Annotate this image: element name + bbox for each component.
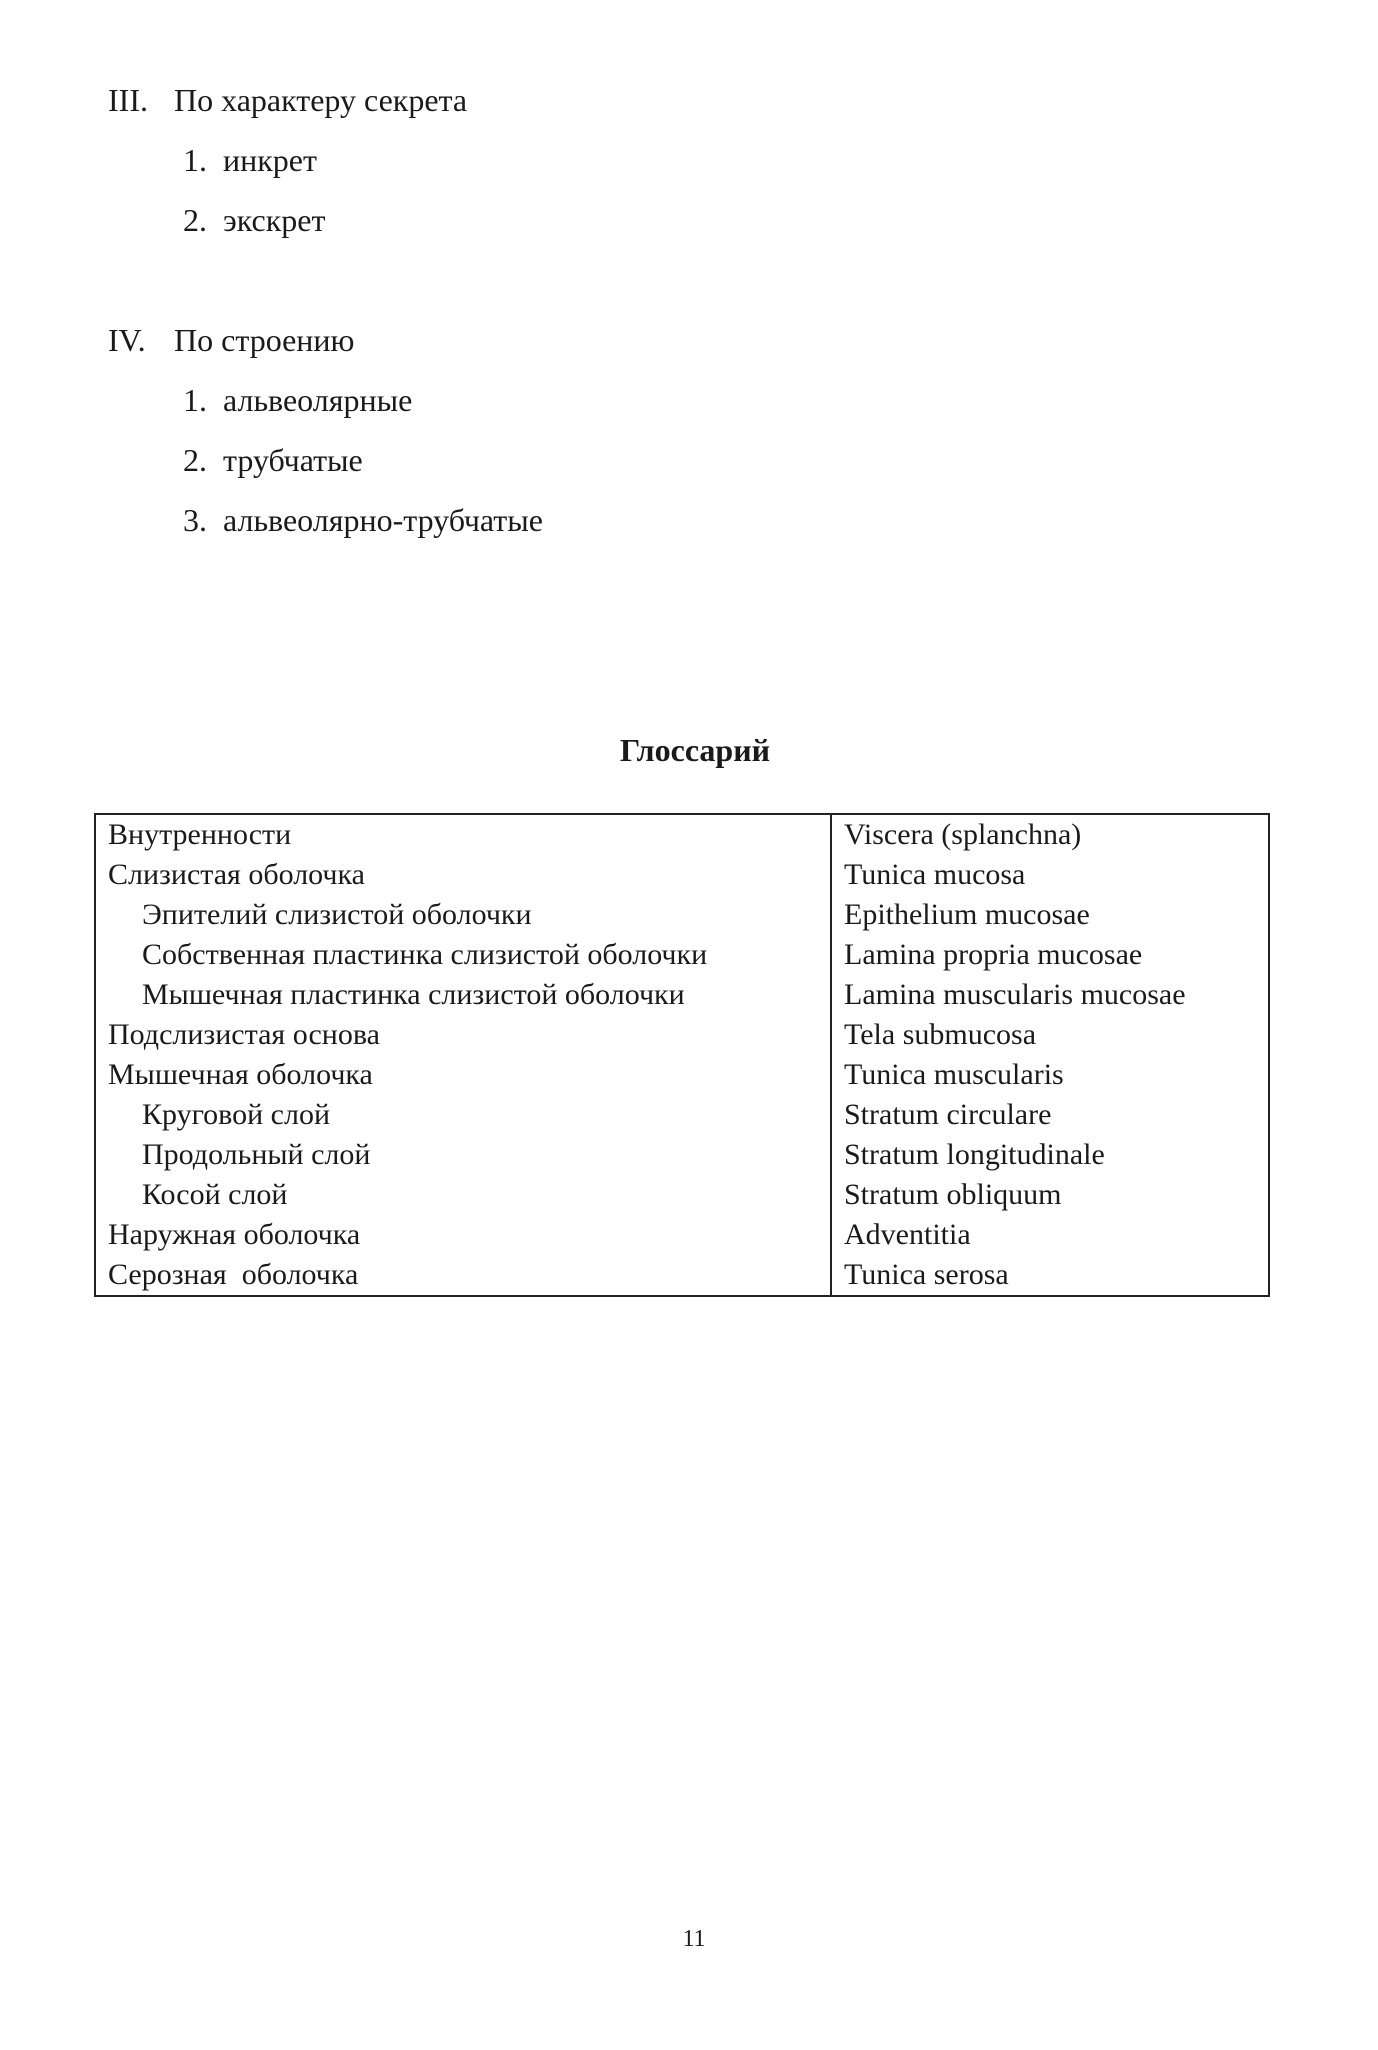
glossary-title: Глоссарий xyxy=(619,732,771,768)
glossary-term-russian: Подслизистая основа xyxy=(95,1015,831,1055)
section-heading xyxy=(108,320,543,360)
glossary-term-russian: Косой слой xyxy=(95,1175,831,1215)
table-row xyxy=(95,1135,1269,1175)
glossary-term-russian: Круговой слой xyxy=(95,1095,831,1135)
glossary-term-russian: Наружная оболочка xyxy=(95,1215,831,1255)
glossary-term-latin: Lamina propria mucosae xyxy=(844,938,1143,971)
page-number: 11 xyxy=(682,1926,706,1952)
section-secretion-type xyxy=(108,80,467,240)
table-row xyxy=(95,1255,1269,1296)
table-row xyxy=(95,1095,1269,1135)
table-row xyxy=(95,975,1269,1015)
list-item-text: альвеолярные xyxy=(223,382,413,418)
list-item-number: 3. xyxy=(183,502,207,538)
glossary-term-russian: Мышечная пластинка слизистой оболочки xyxy=(95,975,831,1015)
list-item xyxy=(108,440,543,480)
glossary-term-russian: Слизистая оболочка xyxy=(95,855,831,895)
list-item-number: 2. xyxy=(183,442,207,478)
table-row xyxy=(95,1055,1269,1095)
section-title: По характеру секрета xyxy=(174,82,468,118)
glossary-term-latin: Adventitia xyxy=(844,1218,971,1251)
glossary-term-latin: Tunica muscularis xyxy=(844,1058,1064,1091)
section-numeral: III. xyxy=(108,82,148,118)
list-item-number: 1. xyxy=(183,142,207,178)
glossary-term-latin: Viscera (splanchna) xyxy=(844,818,1082,851)
list-item xyxy=(108,380,543,420)
list-item xyxy=(108,500,543,540)
glossary-term-russian: Собственная пластинка слизистой оболочки xyxy=(95,935,831,975)
list-item xyxy=(108,140,467,180)
section-heading xyxy=(108,80,467,120)
glossary-term-latin: Stratum obliquum xyxy=(844,1178,1062,1211)
section-title: По строению xyxy=(174,322,355,358)
list-item-text: трубчатые xyxy=(223,442,363,478)
list-item-text: инкрет xyxy=(223,142,317,178)
table-row xyxy=(95,895,1269,935)
glossary-table xyxy=(94,813,1270,1297)
glossary-term-russian: Продольный слой xyxy=(95,1135,831,1175)
glossary-term-latin: Tela submucosa xyxy=(844,1018,1037,1051)
glossary-term-russian: Внутренности xyxy=(95,814,831,855)
table-row xyxy=(95,1175,1269,1215)
section-structure xyxy=(108,320,543,540)
list-item-number: 1. xyxy=(183,382,207,418)
list-item-text: альвеолярно-трубчатые xyxy=(223,502,543,538)
section-numeral: IV. xyxy=(108,322,146,358)
list-item xyxy=(108,200,467,240)
glossary-term-latin: Stratum circulare xyxy=(844,1098,1052,1131)
table-row xyxy=(95,935,1269,975)
table-row xyxy=(95,855,1269,895)
section-item-list xyxy=(108,380,543,540)
glossary-term-russian: Мышечная оболочка xyxy=(95,1055,831,1095)
table-row xyxy=(95,1015,1269,1055)
glossary-term-latin: Epithelium mucosae xyxy=(844,898,1090,931)
list-item-text: экскрет xyxy=(223,202,326,238)
section-item-list xyxy=(108,140,467,240)
glossary-term-latin: Tunica mucosa xyxy=(844,858,1026,891)
table-row xyxy=(95,814,1269,855)
list-item-number: 2. xyxy=(183,202,207,238)
glossary-term-russian: Эпителий слизистой оболочки xyxy=(95,895,831,935)
glossary-term-latin: Lamina muscularis mucosae xyxy=(844,978,1186,1011)
glossary-term-latin: Tunica serosa xyxy=(844,1258,1009,1291)
glossary-term-russian: Серозная оболочка xyxy=(95,1255,831,1296)
table-row xyxy=(95,1215,1269,1255)
glossary-term-latin: Stratum longitudinale xyxy=(844,1138,1105,1171)
